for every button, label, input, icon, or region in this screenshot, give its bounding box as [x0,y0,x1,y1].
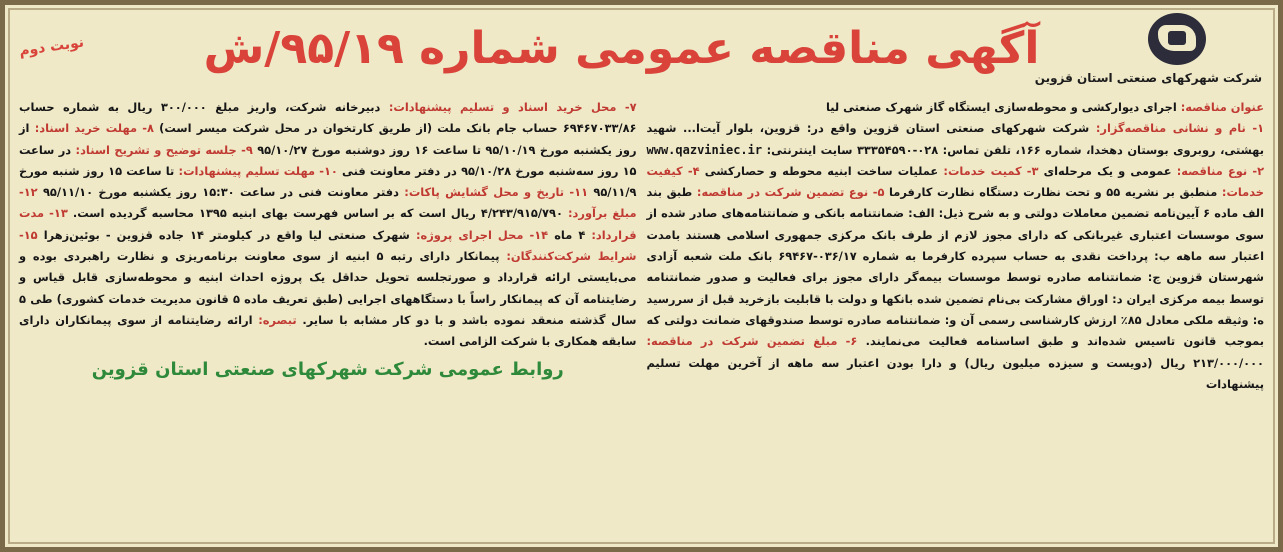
note-label: تبصره: [258,312,297,327]
section-7-text: دبیرخانه شرکت، واریز مبلغ ۳۰۰/۰۰۰ ریال به شماره حساب ۶۹۴۶۷۰۳۳/۸۶ حساب جام بانک ملت (از طریق کارتخوان در محل شرکت میسر است) [19,100,637,136]
note-text: ارائه رضایتنامه از سوی پیمانکاران دارای سابقه همکاری با شرکت الزامی است. [19,312,637,349]
section-8-text: از روز یکشنبه مورخ ۹۵/۱۰/۱۹ تا ساعت ۱۶ روز دوشنبه مورخ ۹۵/۱۰/۲۷ [19,121,637,157]
left-sections [19,97,637,353]
section-15-text: پیمانکار دارای رتبه ۵ ابنیه از سوی معاونت برنامه‌ریزی و نظارت راهبردی بوده و می‌بایستی ارائه قرارداد و صورتجلسه تحویل حداقل یک پروژه احداث ابنیه و محوطه‌سازی قابل قیاس و رضایتنامه آن که پیمانکار راساً با دستگاههای اجرایی (طبق تعریف ماده ۵ قانون مدیریت خدمات کشوری) طی ۵ سال گذشته منعقد نموده باشد و با دو کار مشابه با سایر. [19,249,637,327]
section-5-text: طبق بند الف ماده ۶ آیین‌نامه تضمین معاملات دولتی و به شرح ذیل: الف: ضمانتنامه بانکی و ضمانتنامه‌های صادر شده از سوی موسسات اعتباری غیربانکی که دارای مجوز لازم از طرف بانک مرکزی جمهوری اسلامی هستند بامدت اعتبار سه ماهه ب: پرداخت نقدی به حساب سپرده کارفرما به شماره ۰۳۶/۱۷-۶۹۴۶۷ بانک ملت شعبه آزادی شهرستان قزوین ج: ضمانتنامه صادره توسط موسسات بیمه‌گر دارای مجوز برای فعالیت و صدور ضمانتنامه توسط بیمه مرکزی ایران د: اوراق مشارکت بی‌نام تضمین شده بانکها و دولت با قابلیت بازخرید قبل از سررسید ه: وثیقه ملکی معادل ۸۵٪ ارزش کارشناسی رسمی آن و: ضمانتنامه صادره توسط صندوقهای ضمانت دولتی که بموجب قانون تاسیس شده‌اند و طبق اساسنامه فعالیت می‌نمایند. [646,185,1264,349]
publication-badge: نوبت دوم [18,34,85,60]
section-3-label: ۳- کمیت خدمات: [943,163,1039,178]
notice-title: آگهی مناقصه عمومی شماره ۹۵/۱۹/ش [203,23,1040,74]
section-4-text: منطبق بر نشریه ۵۵ و تحت نظارت دستگاه نظارت کارفرما [889,185,1218,200]
section-1-text: شرکت شهرکهای صنعتی استان قزوین واقع در: قزوین، بلوار آیت‌ا... شهید بهشتی، روبروی بوستان دهخدا، شماره ۱۶۶، تلفن تماس: ۰۲۸-۳۳۳۵۴۵۹۰ سایت اینترنتی: [646,121,1264,157]
section-14-label: ۱۴- محل اجرای پروژه: [415,227,549,242]
section-15-label: ۱۵- شرایط شرکت‌کنندگان: [19,227,637,264]
company-name: شرکت شهرکهای صنعتی استان قزوین [1034,71,1262,85]
notice-body [19,97,1264,539]
section-11-text: دفتر معاونت فنی در ساعت ۱۵:۳۰ روز یکشنبه مورخ ۹۵/۱۱/۱۰ [42,185,399,200]
company-logo [1034,13,1262,85]
left-column [19,97,637,539]
section-11-label: ۱۱- تاریخ و محل گشایش پاکات: [404,185,589,200]
section-10-label: ۱۰- مهلت تسلیم پیشنهادات: [178,163,338,178]
logo-emblem-icon [1148,13,1206,65]
section-8-label: ۸- مهلت خرید اسناد: [34,121,154,136]
public-relations-signature: روابط عمومی شرکت شهرکهای صنعتی استان قزوین [91,358,564,380]
section-3-text: عملیات ساخت ابنیه محوطه و حصارکشی [704,163,939,178]
section-1 [647,118,1265,395]
section-13-text: ۴ ماه [554,227,586,242]
section-12-text: ۴/۲۴۳/۹۱۵/۷۹۰ ریال است که بر اساس فهرست بهای ابنیه ۱۳۹۵ محاسبه گردیده است. [72,206,563,221]
section-7-label: ۷- محل خرید اسناد و تسلیم پیشنهادات: [388,100,637,114]
section-2-text: عمومی و یک مرحله‌ای [1043,163,1172,178]
header [13,11,1270,93]
subject-label: عنوان مناقصه: [1180,100,1264,114]
section-13-label: ۱۳- مدت قرارداد: [19,206,637,242]
section-1-label: ۱- نام و نشانی مناقصه‌گزار: [1095,121,1265,136]
subject-text: اجرای دیوارکشی و محوطه‌سازی ایستگاه گاز شهرک صنعتی لیا [825,100,1177,114]
website-link[interactable]: www.qazviniec.ir [646,142,763,157]
section-6-text: ۲۱۳/۰۰۰/۰۰۰ ریال (دویست و سیزده میلیون ریال) و دارا بودن اعتبار سه ماهه از آخرین مهلت تسلیم پیشنهادات [646,355,1264,391]
subject-paragraph [647,97,1265,118]
section-9-label: ۹- جلسه توضیح و تشریح اسناد: [75,142,253,157]
section-12-label: ۱۲- مبلغ برآورد: [19,185,637,221]
section-2-label: ۲- نوع مناقصه: [1176,163,1265,178]
section-9-text: در ساعت ۱۵ روز سه‌شنبه مورخ ۹۵/۱۰/۲۸ در دفتر معاونت فنی [19,142,637,178]
right-column [647,97,1265,539]
section-6-label: ۶- مبلغ تضمین شرکت در مناقصه: [646,334,858,349]
section-5-label: ۵- نوع تضمین شرکت در مناقصه: [696,185,885,200]
section-10-text: تا ساعت ۱۵ روز شنبه مورخ ۹۵/۱۱/۹ [19,163,637,200]
section-14-text: شهرک صنعتی لیا واقع در کیلومتر ۱۴ جاده قزوین - بوئین‌زهرا [43,227,410,242]
section-4-label: ۴- کیفیت خدمات: [646,163,1265,200]
